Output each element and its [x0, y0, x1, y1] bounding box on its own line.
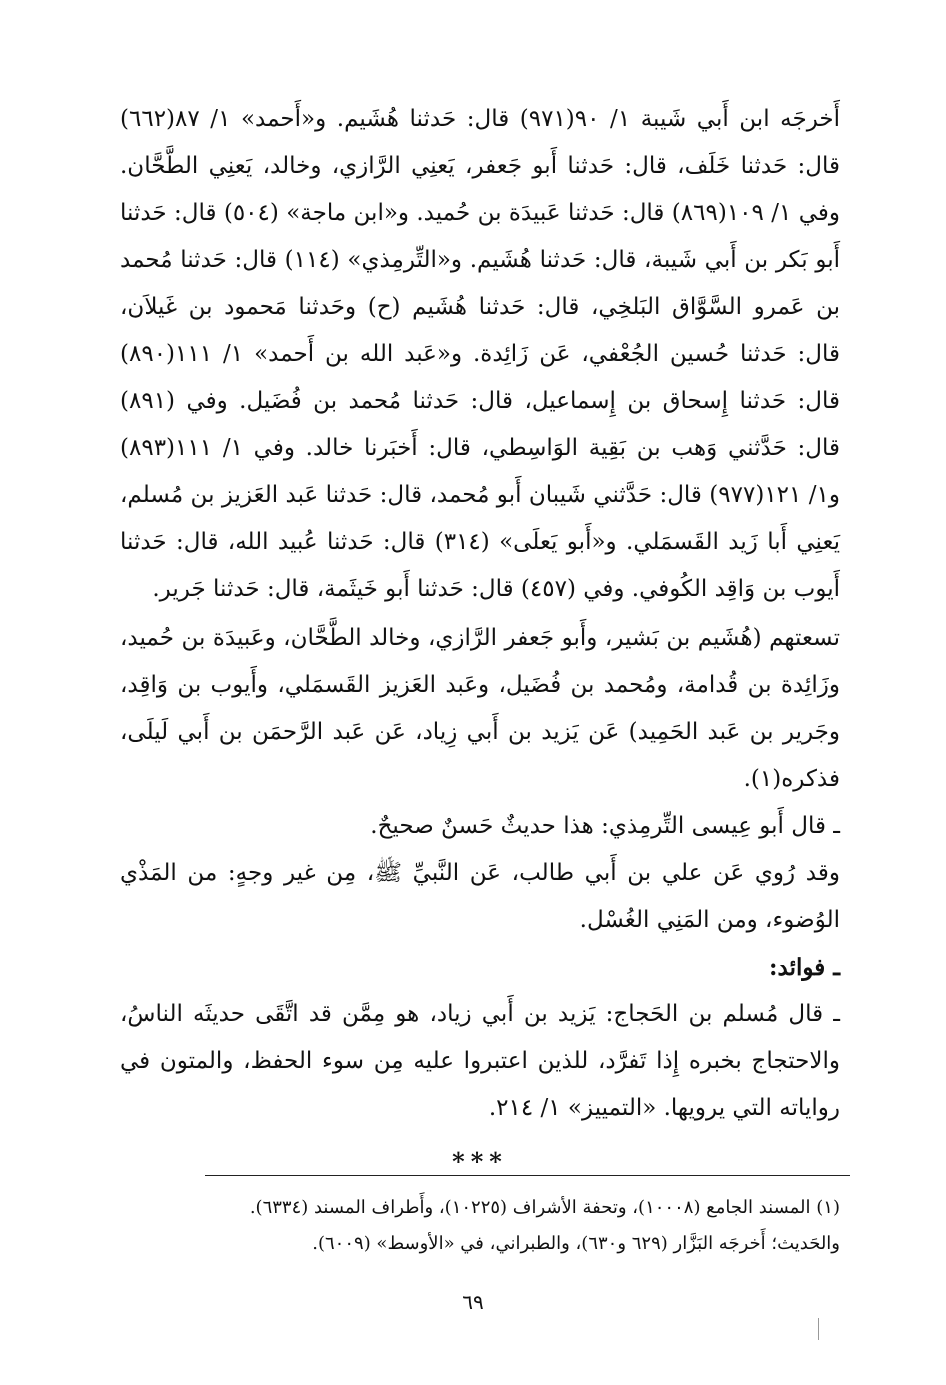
footnote-1: (١) المسند الجامع (١٠٠٠٨)، وتحفة الأشراف (١٠٢٢٥)، وأَطراف المسند (٦٣٣٤).: [249, 1197, 840, 1218]
paragraph-takhrij: أَخرجَه ابن أَبي شَيبة ١/ ٩٠(٩٧١) قال: حَدثنا هُشَيم. و«أَحمد» ١/ ٨٧(٦٦٢) قال: حَدثنا خَلَف، قال: حَدثنا أَبو جَعفر، يَعنِي الرَّازي، وخالد، يَعنِي الطَّحَّان. وفي ١/ ١٠٩(٨٦٩) قال: حَدثنا عَبيدَة بن حُميد. و«ابن ماجة» (٥٠٤) قال: حَدثنا أَبو بَكر بن أَبي شَيبة، قال: حَدثنا هُشَيم. و«التِّرمِذي» (١١٤) قال: حَدثنا مُحمد بن عَمرو السَّوَّاق البَلخِي، قال: حَدثنا هُشَيم (ح) وحَدثنا مَحمود بن غَيلاَن، قال: حَدثنا حُسين الجُعْفي، عَن زَائِدة. و«عَبد الله بن أَحمد» ١/ ١١١(٨٩٠) قال: حَدثنا إِسحاق بن إِسماعيل، قال: حَدثنا مُحمد بن فُضَيل. وفي (٨٩١) قال: حَدَّثني وَهب بن بَقِية الوَاسِطي، قال: أَخبَرنا خالد. وفي ١/ ١١١(٨٩٣) و١/ ١٢١(٩٧٧) قال: حَدَّثني شَيبان أَبو مُحمد، قال: حَدثنا عَبد العَزيز بن مُسلم، يَعنِي أَبا زَيد القَسمَلي. و«أَبو يَعلَى» (٣١٤) قال: حَدثنا عُبيد الله، قال: حَدثنا أَيوب بن وَاقِد الكُوفي. وفي (٤٥٧) قال: حَدثنا أَبو خَيثَمة، قال: حَدثنا جَرير.: [120, 106, 841, 602]
page-number: ٦٩: [462, 1290, 484, 1314]
footnotes: [120, 1190, 840, 1262]
tirmidhi-grading: ـ قال أَبو عِيسى التِّرمِذي: هذا حديثٌ حَسنٌ صحيحٌ.: [370, 813, 840, 839]
paragraph-tisatuhum: تسعتهم (هُشَيم بن بَشير، وأَبو جَعفر الرَّازي، وخالد الطَّحَّان، وعَبيدَة بن حُميد، وزَائِدة بن قُدامة، ومُحمد بن فُضَيل، وعَبد العَزيز القَسمَلي، وأَيوب بن وَاقِد، وجَرير بن عَبد الحَمِيد) عَن يَزيد بن أَبي زِياد، عَن عَبد الرَّحمَن بن أَبي لَيلَى، فذكره(١).: [120, 625, 840, 792]
margin-mark: [818, 1318, 823, 1340]
footnote-2: والحَديث؛ أَخرجَه البَزَّار (٦٢٩ و٦٣٠)، والطبراني، في «الأوسط» (٦٠٠٩).: [312, 1233, 840, 1254]
main-text: [120, 96, 840, 1182]
fawaid-text: ـ قال مُسلم بن الحَجاج: يَزيد بن أَبي زياد، هو مِمَّن قد اتَّقَى حديثَه الناسُ، والاحتجاج بخبره إِذا تَفرَّد، للذين اعتبروا عليه مِن سوء الحفظ، والمتون في رواياته التي يرويها. «التمييز» ١/ ٢١٤.: [120, 1001, 840, 1121]
fawaid-heading: ـ فوائد:: [769, 954, 840, 981]
paragraph-ruwiya: وقد رُوي عَن علي بن أَبي طالب، عَن النَّبيِّ ﷺ، مِن غير وجهٍ: من المَذْي الوُضوء، ومن المَنِي الغُسْل.: [120, 860, 840, 933]
section-separator: ***: [452, 1147, 508, 1176]
footnote-divider: [205, 1175, 850, 1176]
